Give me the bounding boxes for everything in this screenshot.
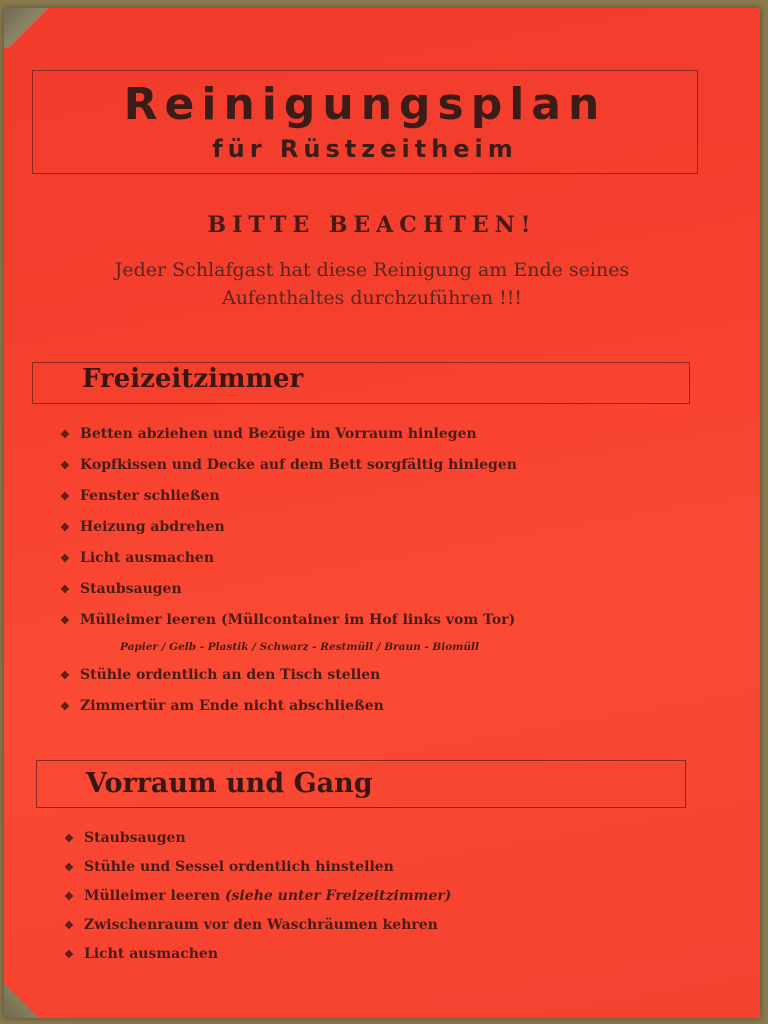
bullet-icon: ❖: [60, 552, 70, 565]
list-item: ❖ Staubsaugen: [60, 581, 182, 597]
cleaning-plan-poster: [4, 8, 760, 1018]
bullet-icon: ❖: [60, 700, 70, 713]
list-item: ❖ Betten abziehen und Bezüge im Vorraum hinlegen: [60, 426, 477, 442]
bullet-icon: ❖: [60, 521, 70, 534]
notice-line-2: Aufenthaltes durchzuführen !!!: [221, 287, 523, 309]
bullet-icon: ❖: [64, 890, 74, 903]
list-item: ❖ Kopfkissen und Decke auf dem Bett sorgfältig hinlegen: [60, 457, 517, 473]
list-item: ❖ Zwischenraum vor den Waschräumen kehren: [64, 917, 438, 933]
section-title-freizeitzimmer: Freizeitzimmer: [82, 364, 304, 394]
list-item: ❖ Stühle und Sessel ordentlich hinstellen: [64, 859, 394, 875]
section-title-vorraum: Vorraum und Gang: [86, 768, 373, 799]
list-item: ❖ Stühle ordentlich an den Tisch stellen: [60, 667, 381, 683]
bullet-icon: ❖: [60, 428, 70, 441]
title-frame: [32, 70, 698, 174]
tape-corner-bottom-left: [4, 982, 44, 1018]
waste-sorting-note: Papier / Gelb - Plastik / Schwarz - Restmüll / Braun - Biomüll: [120, 641, 479, 653]
list-item: ❖ Mülleimer leeren (Müllcontainer im Hof links vom Tor): [60, 612, 516, 628]
cross-reference-note: (siehe unter Freizeitzimmer): [224, 888, 452, 904]
poster-subtitle: für Rüstzeitheim: [212, 135, 518, 163]
notice-line-1: Jeder Schlafgast hat diese Reinigung am Ende seines: [114, 259, 630, 281]
notice-heading: BITTE BEACHTEN!: [207, 212, 537, 238]
bullet-icon: ❖: [64, 948, 74, 961]
poster-title: Reinigungsplan: [123, 79, 607, 130]
list-item: ❖ Licht ausmachen: [64, 946, 219, 962]
list-item: ❖ Heizung abdrehen: [60, 519, 225, 535]
list-item: ❖ Zimmertür am Ende nicht abschließen: [60, 698, 384, 714]
list-item: ❖ Mülleimer leeren (siehe unter Freizeitzimmer): [64, 888, 452, 904]
notice-text: [4, 256, 740, 312]
bullet-icon: ❖: [64, 861, 74, 874]
bullet-icon: ❖: [60, 459, 70, 472]
bullet-icon: ❖: [60, 490, 70, 503]
bullet-icon: ❖: [64, 832, 74, 845]
bullet-icon: ❖: [60, 583, 70, 596]
list-item: ❖ Licht ausmachen: [60, 550, 215, 566]
bullet-icon: ❖: [60, 669, 70, 682]
bullet-icon: ❖: [60, 614, 70, 627]
list-item: ❖ Staubsaugen: [64, 830, 186, 846]
list-item: ❖ Fenster schließen: [60, 488, 220, 504]
bullet-icon: ❖: [64, 919, 74, 932]
tape-corner-top-left: [4, 8, 74, 48]
